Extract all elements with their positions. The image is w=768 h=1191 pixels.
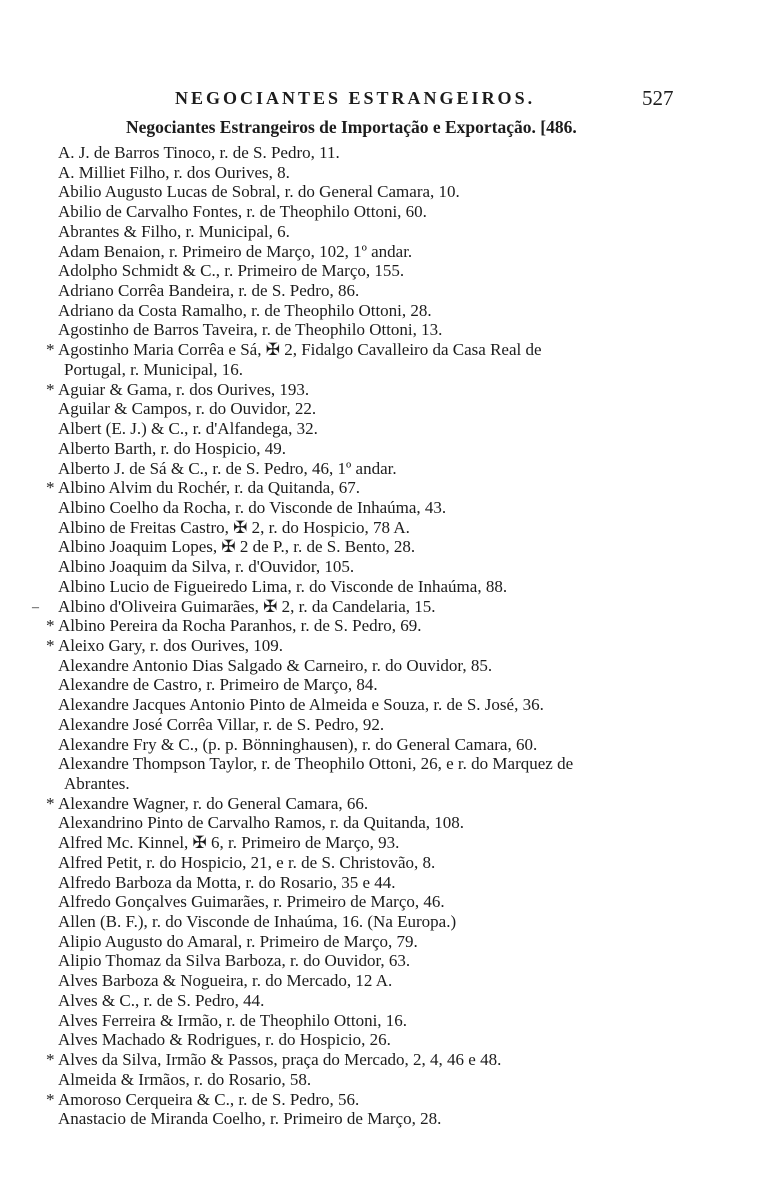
list-item (46, 242, 736, 262)
section-title: Negociantes Estrangeiros de Importação e Exportação. [486. (126, 117, 577, 137)
margin-mark: – (32, 600, 39, 615)
entry-text: Alipio Thomaz da Silva Barboza, r. do Ouvidor, 63. (58, 951, 411, 971)
list-item (46, 1050, 736, 1070)
entry-text: Alberto Barth, r. do Hospicio, 49. (58, 438, 287, 458)
entry-marker: * (46, 635, 55, 655)
entry-text: Allen (B. F.), r. do Visconde de Inhaúma, 16. (Na Europa.) (58, 912, 457, 932)
entry-text: Abilio de Carvalho Fontes, r. de Theophilo Ottoni, 60. (58, 202, 427, 222)
entry-text: Alexandre José Corrêa Villar, r. de S. Pedro, 92. (58, 714, 385, 734)
list-item (46, 833, 736, 853)
entry-marker: * (46, 616, 55, 636)
list-item (46, 478, 736, 498)
list-item (46, 597, 736, 617)
entry-text: Alfredo Barboza da Motta, r. do Rosario, 35 e 44. (58, 872, 396, 892)
list-item (46, 735, 736, 755)
page-number: 527 (642, 86, 674, 110)
entry-text: Alexandrino Pinto de Carvalho Ramos, r. da Quitanda, 108. (58, 813, 465, 833)
entry-text: Aguilar & Campos, r. do Ouvidor, 22. (58, 399, 317, 419)
list-item (46, 380, 736, 400)
list-item (46, 794, 736, 814)
entry-marker: * (46, 793, 55, 813)
list-item (46, 1030, 736, 1050)
list-item (46, 656, 736, 676)
list-item (46, 912, 736, 932)
entry-text: Alves Ferreira & Irmão, r. de Theophilo Ottoni, 16. (58, 1010, 408, 1030)
entry-text: A. J. de Barros Tinoco, r. de S. Pedro, 11. (58, 143, 340, 162)
entry-text: Adriano Corrêa Bandeira, r. de S. Pedro, 86. (58, 281, 360, 301)
entry-text: Albino Coelho da Rocha, r. do Visconde de Inhaúma, 43. (58, 497, 447, 517)
entry-text: Albert (E. J.) & C., r. d'Alfandega, 32. (58, 419, 318, 439)
list-item (46, 695, 736, 715)
list-item (46, 537, 736, 557)
entry-text: Alexandre Antonio Dias Salgado & Carneiro, r. do Ouvidor, 85. (58, 655, 493, 675)
entry-text: A. Milliet Filho, r. dos Ourives, 8. (58, 162, 290, 182)
entry-text: Alexandre Wagner, r. do General Camara, 66. (58, 793, 369, 813)
list-item (46, 675, 736, 695)
list-item (46, 399, 736, 419)
entry-text: Adriano da Costa Ramalho, r. de Theophilo Ottoni, 28. (58, 300, 432, 320)
list-item-continuation (46, 774, 736, 794)
entry-text: Agostinho de Barros Taveira, r. de Theophilo Ottoni, 13. (58, 320, 443, 340)
entry-text: Albino d'Oliveira Guimarães, ✠ 2, r. da Candelaria, 15. (58, 596, 436, 616)
entry-text: Albino de Freitas Castro, ✠ 2, r. do Hospicio, 78 A. (58, 517, 410, 537)
entry-marker: * (46, 478, 55, 498)
entry-text: Anastacio de Miranda Coelho, r. Primeiro de Março, 28. (58, 1109, 442, 1129)
list-item (46, 301, 736, 321)
entry-text: Aleixo Gary, r. dos Ourives, 109. (58, 635, 284, 655)
list-item (46, 813, 736, 833)
entry-text: Albino Pereira da Rocha Paranhos, r. de S. Pedro, 69. (58, 616, 422, 636)
list-item (46, 971, 736, 991)
entry-text: Alfredo Gonçalves Guimarães, r. Primeiro de Março, 46. (58, 892, 445, 912)
entry-text: Alves Barboza & Nogueira, r. do Mercado, 12 A. (58, 971, 393, 991)
list-item (46, 498, 736, 518)
list-item (46, 1070, 736, 1090)
entry-text: Adolpho Schmidt & C., r. Primeiro de Março, 155. (58, 261, 405, 281)
entry-text: Abilio Augusto Lucas de Sobral, r. do General Camara, 10. (58, 182, 460, 202)
entry-text: Albino Alvim du Rochér, r. da Quitanda, 67. (58, 478, 360, 498)
entry-text: Alexandre Jacques Antonio Pinto de Almeida e Souza, r. de S. José, 36. (58, 695, 544, 715)
list-item (46, 281, 736, 301)
list-item (46, 222, 736, 242)
list-item (46, 1011, 736, 1031)
list-item (46, 1090, 736, 1110)
entry-text: Almeida & Irmãos, r. do Rosario, 58. (58, 1069, 312, 1089)
entry-text: Albino Joaquim da Silva, r. d'Ouvidor, 105. (58, 557, 355, 577)
entry-marker: * (46, 340, 55, 360)
entry-list (46, 143, 736, 1129)
entry-text: Portugal, r. Municipal, 16. (64, 359, 243, 379)
list-item (46, 518, 736, 538)
entry-text: Aguiar & Gama, r. dos Ourives, 193. (58, 379, 310, 399)
list-item (46, 557, 736, 577)
list-item (46, 182, 736, 202)
list-item (46, 163, 736, 183)
entry-marker: * (46, 379, 55, 399)
list-item (46, 715, 736, 735)
entry-text: Alexandre de Castro, r. Primeiro de Março, 84. (58, 675, 378, 695)
list-item (46, 636, 736, 656)
list-item (46, 616, 736, 636)
entry-text: Abrantes. (64, 774, 130, 793)
entry-text: Alipio Augusto do Amaral, r. Primeiro de Março, 79. (58, 931, 418, 951)
list-item (46, 340, 736, 360)
entry-marker: * (46, 1089, 55, 1109)
entry-text: Alfred Petit, r. do Hospicio, 21, e r. de S. Christovão, 8. (58, 852, 436, 872)
entry-text: Agostinho Maria Corrêa e Sá, ✠ 2, Fidalgo Cavalleiro da Casa Real de (58, 340, 542, 360)
entry-text: Alves da Silva, Irmão & Passos, praça do Mercado, 2, 4, 46 e 48. (58, 1050, 502, 1070)
entry-text: Alfred Mc. Kinnel, ✠ 6, r. Primeiro de Março, 93. (58, 833, 400, 853)
list-item (46, 143, 736, 163)
list-item (46, 991, 736, 1011)
entry-text: Alexandre Fry & C., (p. p. Bönninghausen), r. do General Camara, 60. (58, 734, 538, 754)
entry-text: Alberto J. de Sá & C., r. de S. Pedro, 46, 1º andar. (58, 458, 397, 478)
list-item (46, 853, 736, 873)
list-item (46, 873, 736, 893)
list-item (46, 202, 736, 222)
list-item (46, 320, 736, 340)
entry-text: Alves & C., r. de S. Pedro, 44. (58, 990, 265, 1010)
entry-text: Amoroso Cerqueira & C., r. de S. Pedro, 56. (58, 1089, 360, 1109)
entry-text: Abrantes & Filho, r. Municipal, 6. (58, 221, 290, 241)
list-item (46, 754, 736, 774)
running-title: NEGOCIANTES ESTRANGEIROS. (175, 88, 536, 108)
entry-marker: * (46, 1050, 55, 1070)
list-item (46, 439, 736, 459)
list-item (46, 932, 736, 952)
entry-text: Albino Joaquim Lopes, ✠ 2 de P., r. de S. Bento, 28. (58, 537, 416, 557)
list-item (46, 459, 736, 479)
entry-text: Alves Machado & Rodrigues, r. do Hospicio, 26. (58, 1030, 391, 1050)
list-item-continuation (46, 360, 736, 380)
list-item (46, 892, 736, 912)
entry-text: Alexandre Thompson Taylor, r. de Theophilo Ottoni, 26, e r. do Marquez de (58, 754, 574, 774)
entry-text: Adam Benaion, r. Primeiro de Março, 102, 1º andar. (58, 241, 413, 261)
list-item (46, 261, 736, 281)
list-item (46, 577, 736, 597)
list-item (46, 1109, 736, 1129)
entry-text: Albino Lucio de Figueiredo Lima, r. do Visconde de Inhaúma, 88. (58, 576, 508, 596)
list-item (46, 419, 736, 439)
list-item (46, 951, 736, 971)
